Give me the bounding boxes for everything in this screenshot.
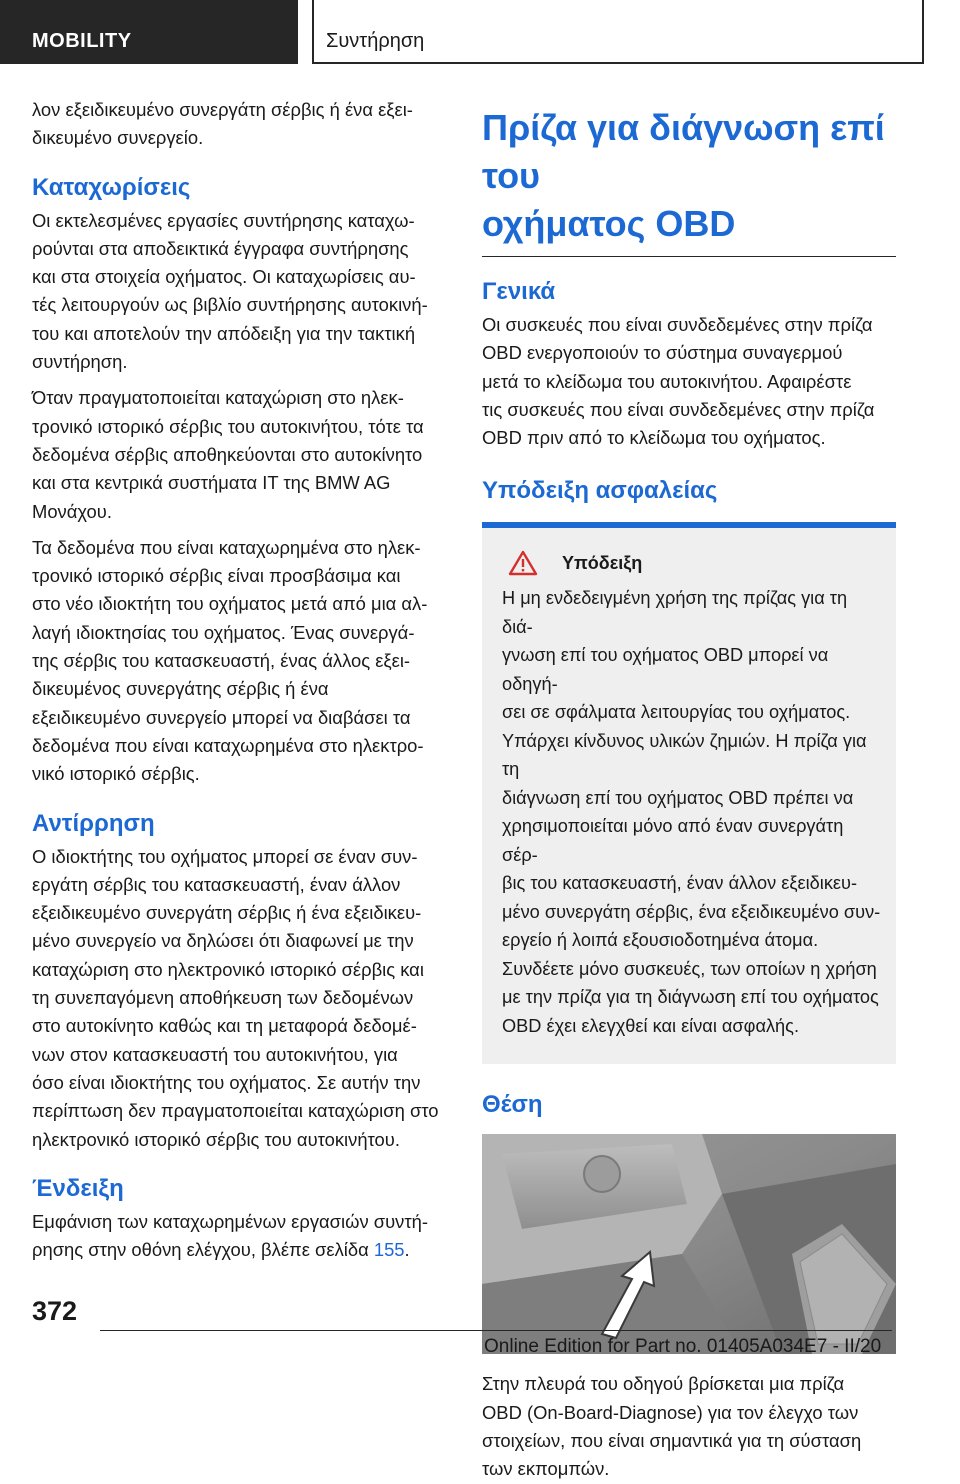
obd-title: Πρίζα για διάγνωση επί του οχήματος OBD (482, 104, 896, 257)
position-heading: Θέση (482, 1091, 543, 1119)
page-number: 372 (32, 1296, 78, 1326)
safety-note-header (508, 550, 882, 576)
safety-heading: Υπόδειξη ασφαλείας (482, 477, 718, 505)
safety-note-text: Η μη ενδεδειγμένη χρήση της πρίζας για τη διά- γνωση επί του οχήματος OBD μπορεί να οδηγή- σει σε σφάλματα λειτουργίας του οχήματος. Υπάρχει κίνδυνος υλικών ζημιών. Η πρίζα για τη διάγνωση επί του οχήματος OBD πρέπει να χρησιμοποιείται μόνο από έναν συνεργάτη σέρ- βις του κατασκευαστή, έναν άλλον εξειδικευ- μένο συνεργάτη σέρβις, ένα εξειδικευμένο συν- εργείο ή λοιπά εξουσιοδοτημένα άτομα. Συνδέετε μόνο συσκευές, των οποίων η χρήση με την πρίζα για τη διάγνωση επί του οχήματος OBD έχει ελεγχθεί και είναι ασφαλής. (502, 588, 881, 1036)
footer-edition: Online Edition for Part no. 01405A034E7 - II/20 (484, 1336, 882, 1357)
objection-paragraph: Ο ιδιοκτήτης του οχήματος μπορεί σε έναν συν- εργάτη σέρβις του κατασκευαστή, έναν άλλον εξειδικευμένο συνεργάτη σέρβις ή ένα εξειδικευ- μένο συνεργείο να δηλώσει ότι διαφωνεί με την καταχώριση στο ηλεκτρονικό ιστορικό σέρβις και τη συνεπαγόμενη αποθήκευση των δεδομένων στο αυτοκίνητο καθώς και τη μεταφορά δεδομέ- νων στον κατασκευαστή του αυτοκινήτου, για όσο είναι ιδιοκτήτης του οχήματος. Σε αυτήν την περίπτωση δεν πραγματοποιείται καταχώριση στο ηλεκτρονικό ιστορικό σέρβις του αυτοκινήτου. (32, 845, 439, 1150)
records-paragraph-1: Οι εκτελεσμένες εργασίες συντήρησης καταχω- ρούνται στα αποδεικτικά έγγραφα συντήρησης και στα στοιχεία οχήματος. Οι καταχωρίσεις αυ- τές λειτουργούν ως βιβλίο συντήρησης αυτοκινή- του και αποτελούν την απόδειξη για την τακτική συντήρηση. (32, 209, 428, 373)
records-paragraph-2: Όταν πραγματοποιείται καταχώριση στο ηλεκ- τρονικό ιστορικό σέρβις του αυτοκινήτου, τότε τα δεδομένα σέρβις αποθηκεύονται στο αυτοκίνητο και στα κεντρικά συστήματα IT της BMW AG Μονάχου. (32, 387, 424, 522)
left-column (32, 96, 452, 1264)
display-text: Εμφάνιση των καταχωρημένων εργασιών συντή- ρησης στην οθόνη ελέγχου, βλέπε σελίδα (32, 1210, 428, 1261)
right-column (482, 104, 896, 1484)
header-chapter-label: Συντήρηση (326, 30, 425, 52)
display-paragraph (32, 1208, 452, 1265)
header-section-tab (0, 0, 298, 64)
general-heading: Γενικά (482, 278, 556, 305)
display-heading: Ένδειξη (32, 1174, 124, 1202)
header-section-label: MOBILITY (32, 30, 132, 52)
footer-divider (100, 1330, 892, 1331)
obd-location-photo (482, 1134, 896, 1354)
records-paragraph-3: Τα δεδομένα που είναι καταχωρημένα στο ηλεκ- τρονικό ιστορικό σέρβις είναι προσβάσιμα και στο νέο ιδιοκτήτη του οχήματος μετά από μια αλ- λαγή ιδιοκτησίας του οχήματος. Ένας συνεργά- της σέρβις του κατασκευαστή, ένας άλλος εξει- δικευμένος συνεργάτης σέρβις ή ένα εξειδικευμένο συνεργείο μπορεί να διαβάσει τα δεδομένα που είναι καταχωρημένα στο ηλεκτρο- νικό ιστορικό σέρβις. (32, 536, 428, 785)
warning-triangle-icon (508, 550, 538, 576)
display-suffix: . (404, 1239, 410, 1261)
safety-note-title: Υπόδειξη (562, 552, 643, 573)
position-caption: Στην πλευρά του οδηγού βρίσκεται μια πρίζα OBD (On-Board-Diagnose) για τον έλεγχο των στοιχείων, που είναι σημαντικά για τη σύσταση των εκπομπών. (482, 1373, 862, 1480)
intro-paragraph: λον εξειδικευμένο συνεργάτη σέρβις ή ένα εξει- δικευμένο συνεργείο. (32, 99, 413, 149)
page-reference-link[interactable]: 155 (373, 1239, 405, 1261)
safety-note-box (482, 528, 896, 1064)
header-chapter-box (312, 0, 924, 64)
general-paragraph: Οι συσκευές που είναι συνδεδεμένες στην πρίζα OBD ενεργοποιούν το σύστημα συναγερμού μετά το κλείδωμα του αυτοκινήτου. Αφαιρέστε τις συσκευές που είναι συνδεδεμένες στην πρίζα OBD πριν από το κλείδωμα του οχήματος. (482, 314, 875, 449)
objection-heading: Αντίρρηση (32, 809, 155, 837)
records-heading: Καταχωρίσεις (32, 173, 191, 201)
